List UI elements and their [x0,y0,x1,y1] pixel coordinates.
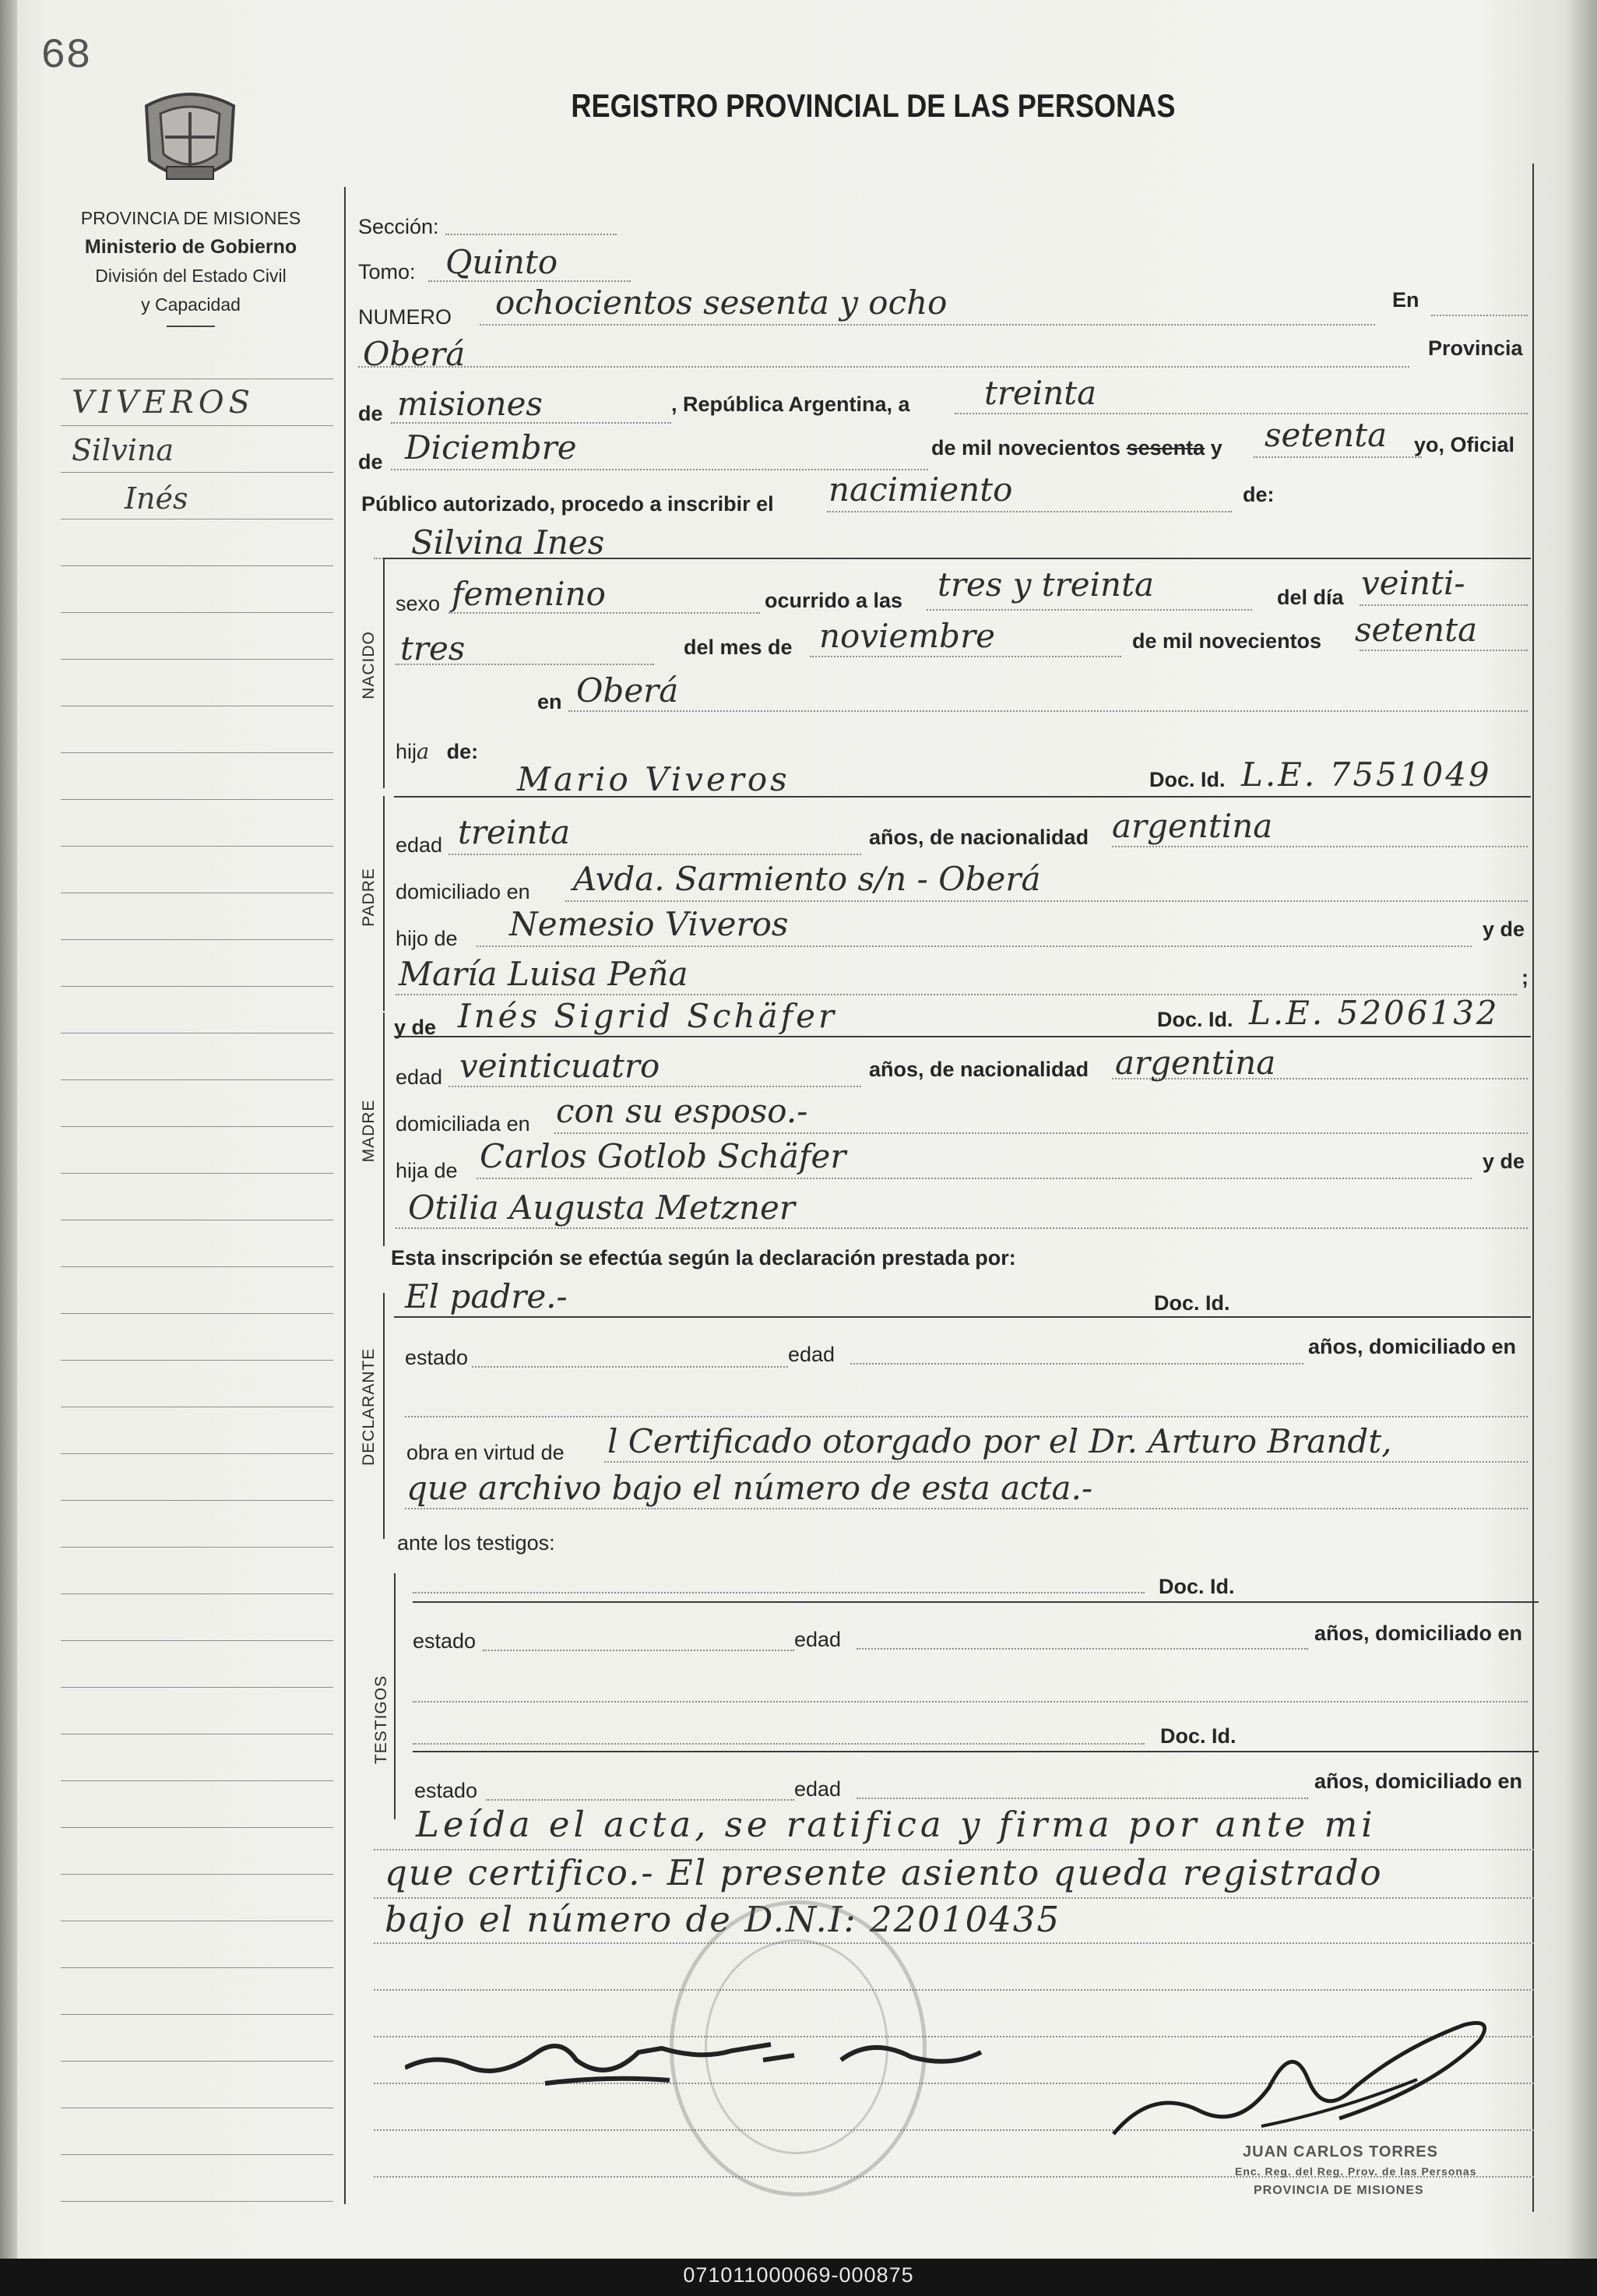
testigo2-doc-label: Doc. Id. [1160,1724,1236,1748]
margin-rule-line [61,425,333,426]
margin-rule-line [61,1640,333,1641]
main-right-border [1532,164,1534,2212]
madre-name: Inés Sigrid Schäfer [458,997,838,1035]
madre-madre-value: Otilia Augusta Metzner [408,1188,795,1227]
margin-rule-line [61,1874,333,1875]
madre-dom-dots [554,1132,1528,1134]
margin-rule-line [61,1967,333,1968]
archive-id: 071011000069-000875 [683,2263,914,2287]
margin-rule-line [61,846,333,847]
anio-dots [1360,650,1528,651]
padre-edad-label: edad [396,833,443,857]
testigo1-estado-dots [483,1650,794,1651]
nacido-name: Silvina Ines [411,523,605,562]
declarante-bracket [383,1293,385,1539]
madre-section-label: MADRE [360,1099,378,1163]
officer-stamp-name: JUAN CARLOS TORRES [1243,2143,1438,2160]
lugar-dots [568,710,1528,712]
padre-semicolon: ; [1521,966,1528,989]
margin-rule-line [61,1500,333,1501]
anio-label: de mil novecientos [1132,629,1322,653]
closing-line-3: bajo el número de D.N.I: 22010435 [385,1899,1061,1940]
margin-rule-line [61,659,333,660]
year-label [931,436,1222,460]
numero-value: ochocientos sesenta y ocho [495,283,948,322]
de-colon-label: de: [1243,483,1275,506]
officer-stamp-title: Enc. Reg. del Reg. Prov. de las Personas [1235,2165,1477,2178]
page-number: 68 [40,33,91,80]
padre-doc-value: L.E. 7551049 [1241,755,1492,794]
year-label-b: y [1210,436,1222,460]
padre-y-de-label: y de [1483,917,1525,941]
dia-dots [1360,604,1528,606]
padre-doc-label: Doc. Id. [1149,768,1226,791]
mes-dots [810,656,1121,657]
year-label-struck: sesenta [1126,436,1205,460]
publico-label: Público autorizado, procedo a inscribir el [361,492,774,516]
testigo2-dom-label: años, domiciliado en [1314,1770,1523,1793]
hora-dots [927,609,1252,611]
obra-value-b: que archivo bajo el número de esta acta.- [406,1469,1093,1507]
de-label-1: de [358,402,383,425]
republica-label: , República Argentina, a [671,393,910,416]
sexo-label: sexo [396,592,441,615]
declarant-signature [405,2005,997,2099]
margin-rule-line [61,612,333,613]
declarante-top-rule [394,1316,1531,1318]
madre-top-rule [394,1036,1531,1037]
madre-nac-label: años, de nacionalidad [869,1058,1089,1081]
margin-rule-line [61,1033,333,1034]
document-title: REGISTRO PROVINCIAL DE LAS PERSONAS [571,87,1176,124]
margin-rule-line [61,1827,333,1828]
nacido-bracket [383,558,385,788]
padre-hijo-label: hijo de [396,927,458,950]
lugar-value: Oberá [576,671,679,710]
testigo1-edad-dots [857,1648,1308,1650]
madre-dom-value: con su esposo.- [556,1092,808,1130]
margin-rule-line [61,565,333,566]
padre-hijo-dots [477,946,1472,947]
margin-name-1: Silvina [72,433,174,467]
year-value: setenta [1265,416,1388,454]
testigo2-name-dots [413,1743,1145,1745]
obra-label: obra en virtud de [406,1441,565,1464]
margin-rule-line [61,1313,333,1314]
seccion-label: Sección: [358,215,439,238]
padre-top-rule [394,796,1531,798]
closing-dots-4 [374,1989,1534,1991]
hora-value: tres y treinta [937,565,1155,604]
padre-bracket [383,796,385,1011]
issuer-rule [167,326,215,327]
hij-value: a [417,740,430,764]
officer-signature [1106,1994,1511,2150]
padre-nac-label: años, de nacionalidad [869,826,1089,849]
hij-label [396,740,478,764]
en-label-nacido: en [537,690,562,713]
numero-label: NUMERO [358,305,452,329]
closing-dots-1 [374,1849,1534,1851]
padre-nac-value: argentina [1112,807,1273,845]
madre-hija-value: Carlos Gotlob Schäfer [480,1137,846,1175]
declarante-edad-label: edad [788,1343,835,1366]
testigo2-edad-dots [857,1798,1308,1799]
madre-doc-value: L.E. 5206132 [1249,994,1500,1032]
issuer-province: PROVINCIA DE MISIONES [80,208,301,228]
madre-edad-label: edad [396,1065,443,1089]
issuer-division-2: y Capacidad [141,294,241,315]
dia-value-b: tres [400,629,466,667]
testigo2-estado-dots [486,1799,794,1801]
testigo1-estado-label: estado [413,1629,477,1653]
ocurrido-label: ocurrido a las [765,589,903,612]
closing-line-2: que certifico.- El presente asiento queda registrado [385,1852,1383,1893]
declarante-name: El padre.- [405,1277,568,1315]
tomo-label: Tomo: [358,260,416,283]
en-dots [1431,315,1528,316]
hij-label-a: hij [396,740,417,763]
acto-value: nacimiento [828,470,1013,509]
closing-line-1: Leída el acta, se ratifica y firma por ante mi [416,1804,1377,1845]
padre-name: Mario Viveros [517,760,790,798]
testigo1-doc-label: Doc. Id. [1159,1575,1235,1598]
dia-label: del día [1277,586,1344,609]
year-label-a: de mil novecientos [931,436,1121,460]
dia-value-a: veinti- [1361,564,1465,602]
testigo2-edad-label: edad [794,1777,842,1801]
obra-dots-2 [405,1508,1528,1509]
margin-rule-line [61,1687,333,1688]
testigo1-dom-dots [413,1701,1528,1703]
en-label: En [1392,288,1419,312]
binding-edge [0,0,17,2259]
padre-edad-value: treinta [458,813,571,851]
testigos-bracket [394,1573,396,1819]
officer-stamp-province: PROVINCIA DE MISIONES [1254,2184,1424,2197]
padre-dom-dots [565,900,1528,902]
margin-rule-line [61,752,333,753]
obra-value-a: l Certificado otorgado por el Dr. Arturo Brandt, [607,1422,1392,1460]
declarante-dom-label: años, domiciliado en [1308,1335,1517,1358]
madre-bracket [383,1012,385,1246]
padre-dom-label: domiciliado en [396,880,530,903]
provincial-crest [139,83,241,192]
madre-dom-label: domiciliada en [396,1112,530,1136]
seccion-dots [445,234,617,235]
testigo1-dom-label: años, domiciliado en [1314,1622,1523,1645]
margin-rule-line [61,1593,333,1594]
margin-rule-line [61,799,333,800]
declarante-section-label: DECLARANTE [360,1347,378,1466]
madre-edad-value: veinticuatro [459,1047,660,1085]
declarante-estado-label: estado [405,1346,469,1369]
margin-name-2: Inés [125,481,188,516]
margin-rule-line [61,1780,333,1781]
margin-rule-line [61,2061,333,2062]
place-dots [358,366,1409,368]
place-value: Oberá [363,335,466,373]
nacido-section-label: NACIDO [360,631,378,699]
margin-rule-line [61,1126,333,1127]
year-dots [1254,456,1422,458]
testigo1-name-dots [413,1592,1145,1593]
issuer-ministry: Ministerio de Gobierno [84,236,297,258]
margin-rule-line [61,1173,333,1174]
nacido-top-rule [383,558,1531,559]
numero-dots [480,324,1375,326]
testigo1-edad-label: edad [794,1628,842,1651]
padre-section-label: PADRE [360,868,378,927]
declarante-estado-dots [472,1366,788,1368]
anio-value: setenta [1355,611,1478,649]
margin-rule-line [61,1360,333,1361]
margin-rule-line [61,2154,333,2155]
padre-dom-value: Avda. Sarmiento s/n - Oberá [573,860,1041,898]
padre-madre-value: María Luisa Peña [399,955,688,993]
sexo-value: femenino [452,575,606,613]
closing-dots-3 [374,1942,1534,1944]
margin-rule-line [61,2201,333,2202]
month-value: Diciembre [405,428,577,467]
de-label-2: de [358,450,383,474]
mes-label: del mes de [684,636,793,659]
provincia-label: Provincia [1428,336,1523,360]
margin-rule-line [61,986,333,987]
padre-edad-dots [448,854,861,855]
madre-hija-dots [477,1178,1472,1179]
padre-hijo-value: Nemesio Viveros [509,905,789,943]
madre-y-de-label-2: y de [1483,1150,1525,1173]
day-dots [955,413,1528,414]
acto-dots [827,511,1232,512]
declarante-dom-dots [405,1416,1528,1417]
declarante-doc-label: Doc. Id. [1154,1291,1230,1315]
madre-edad-dots [448,1086,861,1087]
tomo-value: Quinto [445,243,558,281]
mes-value: noviembre [819,617,995,655]
testigo2-rule [413,1751,1539,1752]
provincia-value: misiones [397,385,543,423]
margin-rule-line [61,1453,333,1454]
margin-rule-line [61,1266,333,1267]
margin-rule-line [61,1079,333,1080]
madre-nac-value: argentina [1115,1044,1276,1082]
madre-hija-label: hija de [396,1159,458,1182]
testigos-section-label: TESTIGOS [372,1674,390,1765]
declarante-edad-dots [850,1363,1303,1365]
madre-y-de-label: y de [394,1016,437,1039]
main-left-border [344,187,346,2204]
testigo1-rule [413,1601,1539,1603]
issuer-block [47,204,335,327]
margin-surname: VIVEROS [72,385,255,421]
issuer-division: División del Estado Civil [95,266,287,286]
testigos-intro: ante los testigos: [397,1531,555,1555]
margin-rule-line [61,939,333,940]
day-value: treinta [984,374,1097,412]
hij-label-b: de: [446,740,479,763]
obra-dots [604,1461,1528,1463]
testigo2-estado-label: estado [414,1779,478,1802]
margin-rule-line [61,2014,333,2015]
madre-doc-label: Doc. Id. [1157,1008,1233,1031]
margin-rule-line [61,472,333,473]
madre-madre-dots [396,1227,1528,1229]
declaracion-intro: Esta inscripción se efectúa según la declaración prestada por: [391,1246,1016,1269]
oficial-label: yo, Oficial [1414,433,1515,456]
padre-nac-dots [1112,846,1528,847]
margin-rule-line [61,1547,333,1548]
